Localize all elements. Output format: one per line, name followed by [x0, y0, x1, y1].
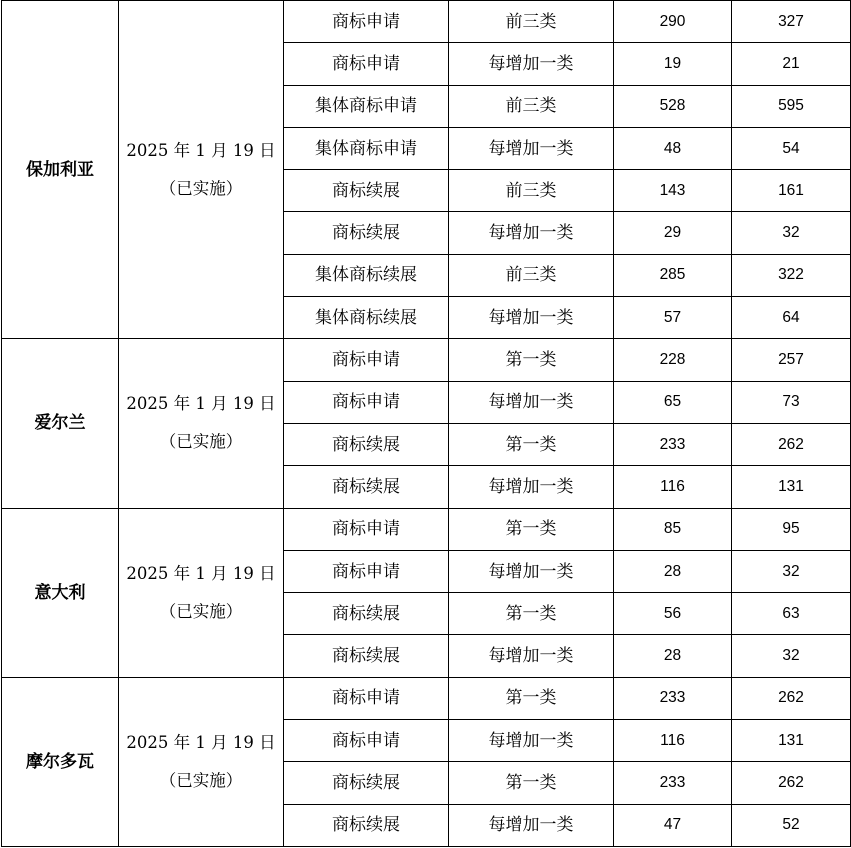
fee-amount-alt-cell: 595	[732, 85, 851, 127]
fee-type-cell: 商标续展	[284, 593, 449, 635]
fee-amount-alt-cell: 32	[732, 550, 851, 592]
class-scope-cell: 每增加一类	[449, 550, 614, 592]
fee-amount-cell: 56	[614, 593, 732, 635]
fee-type-cell: 商标申请	[284, 43, 449, 85]
country-cell: 爱尔兰	[2, 339, 119, 508]
fee-amount-cell: 528	[614, 85, 732, 127]
class-scope-cell: 前三类	[449, 170, 614, 212]
fee-amount-cell: 28	[614, 550, 732, 592]
fee-amount-alt-cell: 322	[732, 254, 851, 296]
fee-type-cell: 集体商标续展	[284, 297, 449, 339]
class-scope-cell: 每增加一类	[449, 297, 614, 339]
fee-type-cell: 集体商标申请	[284, 85, 449, 127]
fee-amount-cell: 19	[614, 43, 732, 85]
fee-amount-cell: 233	[614, 762, 732, 804]
fee-amount-cell: 233	[614, 677, 732, 719]
class-scope-cell: 每增加一类	[449, 381, 614, 423]
table-row	[2, 677, 851, 719]
fee-amount-alt-cell: 64	[732, 297, 851, 339]
fee-amount-alt-cell: 32	[732, 212, 851, 254]
effective-date-cell	[119, 677, 284, 846]
fee-amount-cell: 48	[614, 127, 732, 169]
fee-amount-cell: 47	[614, 804, 732, 846]
fee-amount-cell: 290	[614, 1, 732, 43]
effective-date-cell	[119, 508, 284, 677]
class-scope-cell: 前三类	[449, 254, 614, 296]
table-row	[2, 339, 851, 381]
fee-table	[1, 0, 851, 847]
fee-table-body	[2, 1, 851, 847]
fee-amount-alt-cell: 131	[732, 720, 851, 762]
class-scope-cell: 每增加一类	[449, 127, 614, 169]
class-scope-cell: 前三类	[449, 85, 614, 127]
effective-date: 2025 年 1 月 19 日	[126, 732, 276, 752]
fee-type-cell: 商标续展	[284, 804, 449, 846]
fee-amount-cell: 85	[614, 508, 732, 550]
fee-amount-cell: 116	[614, 466, 732, 508]
class-scope-cell: 第一类	[449, 339, 614, 381]
fee-amount-alt-cell: 95	[732, 508, 851, 550]
implementation-status: （已实施）	[159, 770, 243, 790]
fee-type-cell: 商标续展	[284, 170, 449, 212]
implementation-status: （已实施）	[159, 432, 243, 452]
class-scope-cell: 第一类	[449, 762, 614, 804]
fee-amount-alt-cell: 131	[732, 466, 851, 508]
table-row	[2, 508, 851, 550]
implementation-status: （已实施）	[159, 601, 243, 621]
fee-amount-cell: 285	[614, 254, 732, 296]
fee-amount-cell: 29	[614, 212, 732, 254]
fee-amount-cell: 28	[614, 635, 732, 677]
class-scope-cell: 前三类	[449, 1, 614, 43]
fee-type-cell: 商标申请	[284, 550, 449, 592]
country-cell: 摩尔多瓦	[2, 677, 119, 846]
class-scope-cell: 每增加一类	[449, 635, 614, 677]
fee-type-cell: 集体商标申请	[284, 127, 449, 169]
class-scope-cell: 每增加一类	[449, 466, 614, 508]
table-row	[2, 1, 851, 43]
fee-type-cell: 商标续展	[284, 212, 449, 254]
class-scope-cell: 每增加一类	[449, 720, 614, 762]
class-scope-cell: 第一类	[449, 508, 614, 550]
fee-type-cell: 商标申请	[284, 381, 449, 423]
effective-date-cell	[119, 339, 284, 508]
fee-amount-cell: 143	[614, 170, 732, 212]
fee-amount-alt-cell: 327	[732, 1, 851, 43]
effective-date: 2025 年 1 月 19 日	[126, 563, 276, 583]
fee-amount-alt-cell: 161	[732, 170, 851, 212]
class-scope-cell: 每增加一类	[449, 804, 614, 846]
fee-type-cell: 商标续展	[284, 635, 449, 677]
effective-date-cell	[119, 1, 284, 339]
fee-amount-alt-cell: 21	[732, 43, 851, 85]
class-scope-cell: 每增加一类	[449, 43, 614, 85]
effective-date: 2025 年 1 月 19 日	[126, 140, 276, 160]
fee-type-cell: 商标申请	[284, 720, 449, 762]
implementation-status: （已实施）	[159, 178, 243, 198]
fee-type-cell: 商标申请	[284, 677, 449, 719]
fee-amount-alt-cell: 54	[732, 127, 851, 169]
fee-amount-cell: 228	[614, 339, 732, 381]
fee-type-cell: 商标申请	[284, 508, 449, 550]
class-scope-cell: 第一类	[449, 423, 614, 465]
fee-amount-cell: 65	[614, 381, 732, 423]
fee-amount-alt-cell: 73	[732, 381, 851, 423]
effective-date: 2025 年 1 月 19 日	[126, 394, 276, 414]
fee-amount-cell: 57	[614, 297, 732, 339]
class-scope-cell: 每增加一类	[449, 212, 614, 254]
fee-amount-cell: 116	[614, 720, 732, 762]
fee-amount-alt-cell: 257	[732, 339, 851, 381]
fee-amount-alt-cell: 262	[732, 677, 851, 719]
fee-amount-alt-cell: 32	[732, 635, 851, 677]
fee-amount-alt-cell: 262	[732, 762, 851, 804]
fee-amount-alt-cell: 63	[732, 593, 851, 635]
fee-type-cell: 商标申请	[284, 1, 449, 43]
fee-type-cell: 商标申请	[284, 339, 449, 381]
fee-amount-alt-cell: 262	[732, 423, 851, 465]
fee-type-cell: 商标续展	[284, 423, 449, 465]
country-cell: 意大利	[2, 508, 119, 677]
fee-type-cell: 商标续展	[284, 762, 449, 804]
fee-amount-cell: 233	[614, 423, 732, 465]
class-scope-cell: 第一类	[449, 677, 614, 719]
fee-type-cell: 集体商标续展	[284, 254, 449, 296]
class-scope-cell: 第一类	[449, 593, 614, 635]
fee-type-cell: 商标续展	[284, 466, 449, 508]
country-cell: 保加利亚	[2, 1, 119, 339]
fee-amount-alt-cell: 52	[732, 804, 851, 846]
